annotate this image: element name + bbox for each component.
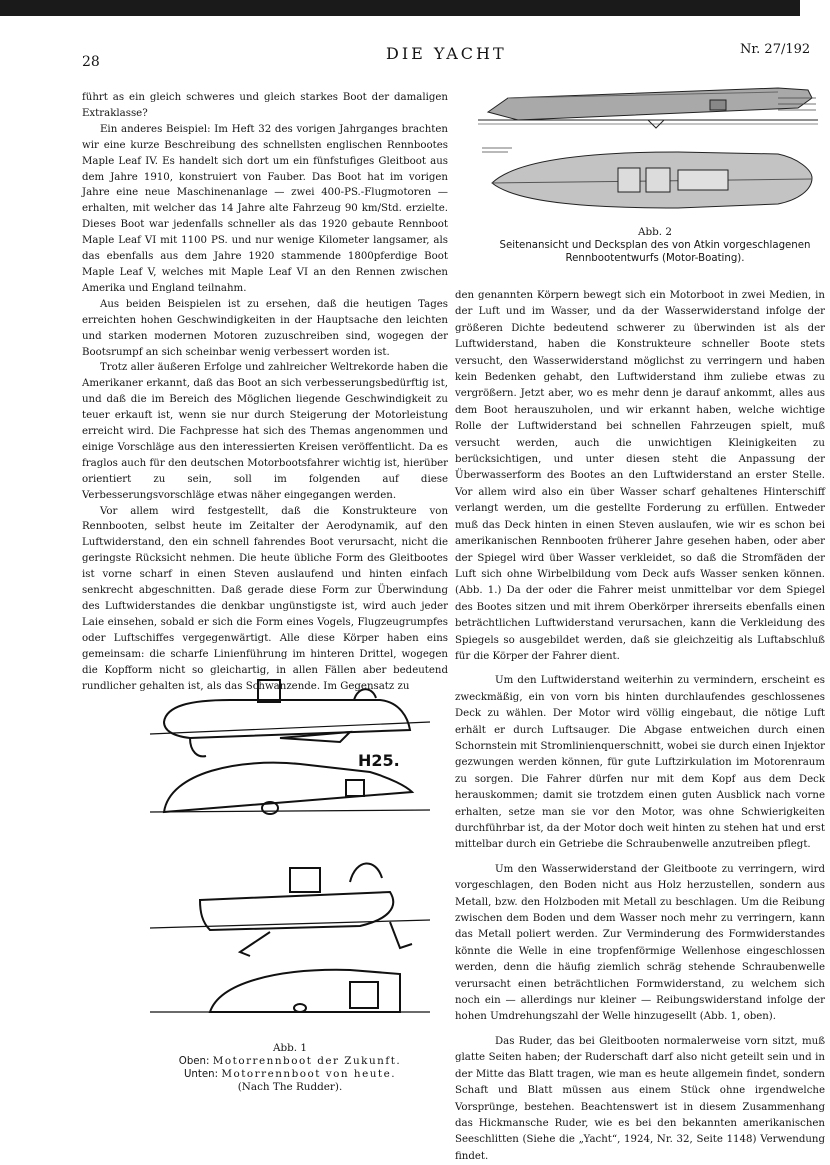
future-boat-side [150, 680, 430, 756]
figure-1-caption [130, 1042, 450, 1094]
figure-2-caption [480, 226, 830, 265]
artist-signature: H25. [358, 751, 400, 770]
paragraph: Aus beiden Beispielen ist zu ersehen, daß die heutigen Tages erreichten hohen Geschwindigkeiten in der Hauptsache den leichten und starken modernen Motoren zuzuschreiben sind, wogegen der Bootsrumpf an sich scheinbar wenig verbessert worden ist. [82, 298, 448, 358]
paragraph: Trotz aller äußeren Erfolge und zahlreicher Weltrekorde haben die Amerikaner erkannt, daß das Boot an sich verbesserungsbedürftig ist, und daß die im Bereich des Möglichen liegende Geschwindigkeit zu teuer erkauft ist, wenn sie nur durch Steigerung der Motorleistung erreicht wird. Die Fachpresse hat sich des Themas angenommen und einige Vorschläge aus den interessierten Kreisen veröffentlicht. Da es fraglos auch für den deutschen Motorbootsfahrer wichtig ist, hierüber orientiert zu sein, soll im folgenden auf diese Verbesserungsvorschläge etwas näher eingegangen werden. [82, 362, 448, 501]
right-column [455, 288, 825, 1165]
paragraph: Um den Luftwiderstand weiterhin zu vermindern, erscheint es zweckmäßig, ein von vorn bis hinten durchlaufendes geschlossenes Deck zu wählen. Der Motor wird völlig eingebaut, die nötige Luft erhält er durch Luftsauger. Die Abgase entweichen durch einen Schornstein mit Stromlinienquerschnitt, wobei sie durch einen Injektor gezwungen werden können, für gute Luftzirkulation im Motorenraum zu sorgen. Die Fahrer dürfen nur mit dem Kopf aus dem Deck herauskommen; damit sie trotzdem einen guten Ausblick nach vorne erhalten, setze man sie vor den Motor, was ohne Schwierigkeiten durchführbar ist, da der Motor doch weit hinten zu stehen hat und erst mittelbar durch ein Getriebe die Schraubenwelle anzutreiben pflegt. [455, 675, 825, 851]
current-boat-side [150, 863, 430, 956]
issue-number: Nr. 27/192 [740, 42, 811, 57]
deck-plan [492, 152, 812, 208]
current-boat-top [150, 970, 430, 1012]
caption-text: Motorrennboot von heute. [221, 1068, 397, 1080]
paragraph: Das Ruder, das bei Gleitbooten normalerweise vorn sitzt, muß glatte Seiten haben; der Ruderschaft darf also nicht geteilt sein und in der Mitte das Blatt tragen, wie man es heute allgemein findet, sondern Schaft und Blatt müssen aus einem Stück ohne irgendwelche Vorsprünge, bestehen. Beachtenswert ist in diesem Zusammenhang das Hickmansche Ruder, wie es bei den bekannten amerikanischen Seeschlitten (Siehe die „Yacht“, 1924, Nr. 32, Seite 1148) Verwendung findet. [455, 1035, 825, 1162]
caption-bold: Unten: [183, 1069, 219, 1080]
side-view [478, 88, 818, 128]
caption-line [130, 1055, 450, 1068]
caption-bold: Oben: [178, 1056, 210, 1067]
caption-label: Abb. 1 [272, 1042, 308, 1054]
paragraph: den genannten Körpern bewegt sich ein Motorboot in zwei Medien, in der Luft und im Wasser, und da der Wasserwiderstand infolge der größeren Dichte bedeutend schwerer zu überwinden ist als der Luftwiderstand, haben die Konstrukteure schneller Boote stets versucht, den Wasserwiderstand möglichst zu verringern und haben kein Bedenken gehabt, den Luftwiderstand ihm zuliebe etwas zu vergrößern. Jetzt aber, wo es mehr denn je darauf ankommt, alles aus dem Boot herauszuholen, und wir erkannt haben, welche wichtige Rolle der Luftwiderstand bei schnellen Fahrzeugen spielt, muß versucht werden, auch die unwichtigen Kleinigkeiten zu berücksichtigen, und unter diesen steht die Anpassung der Überwasserform des Bootes an den Luftwiderstand an erster Stelle. Vor allem wird also ein über Wasser scharf gehaltenes Hinterschiff verlangt werden, um die gestellte Forderung zu erfüllen. Entweder muß das Deck hinten in einen Steven auslaufen, wie wir es schon bei amerikanischen Rennbooten früherer Jahre gesehen haben, oder aber der Spiegel wird über Wasser verkleidet, so daß die Stromfäden der Luft sich ohne Wirbelbildung vom Deck aufs Wasser senken können. (Abb. 1.) Da der oder die Fahrer meist unmittelbar vor dem Spiegel des Bootes sitzen und mit ihrem Oberkörper ihrerseits ebenfalls einen beträchtlichen Luftwiderstand verursachen, kann die Verkleidung des Spiegels so ausgebildet werden, daß sie gleichzeitig als Luftabschluß für die Körper der Fahrer dient. [455, 290, 825, 662]
caption-text: Motorrennboot der Zukunft. [212, 1055, 402, 1067]
magazine-title: DIE YACHT [386, 44, 507, 63]
signature-block [358, 751, 400, 770]
future-boat-top [150, 763, 430, 814]
caption-label: Abb. 2 [637, 226, 673, 238]
caption-line: Rennbootentwurfs (Motor-Boating). [565, 253, 745, 264]
caption-line: Seitenansicht und Decksplan des von Atkin vorgeschlagenen [499, 240, 811, 251]
caption-line: (Nach The Rudder). [237, 1081, 343, 1093]
scan-top-edge [0, 0, 800, 16]
figure-1-drawing [150, 672, 440, 1042]
caption-line [130, 1068, 450, 1081]
paragraph: Vor allem wird festgestellt, daß die Konstrukteure von Rennbooten, selbst heute im Zeitalter der Aerodynamik, auf den Luftwiderstand, den ein schnell fahrendes Boot verursacht, nicht die geringste Rücksicht nehmen. Die heute übliche Form des Gleitbootes ist vorne scharf in einen Steven auslaufend und hinten einfach senkrecht abgeschnitten. Daß gerade diese Form zur Überwindung des Luftwiderstandes die denkbar ungünstigste ist, wird auch jeder Laie einsehen, sobald er sich die Form eines Vogels, Flugzeugrumpfes oder Luftschiffes vergegenwärtigt. Alle diese Körper haben eins gemeinsam: die scharfe Linienführung im hinteren Drittel, wogegen die Kopfform nicht so gleichartig, in allen Fällen aber bedeutend rundlicher gehalten ist, als das Schwanzende. Im Gegensatz zu [82, 505, 448, 692]
paragraph: Um den Wasserwiderstand der Gleitboote zu verringern, wird vorgeschlagen, den Boden nicht aus Holz herzustellen, sondern aus Metall, bzw. den Holzboden mit Metall zu beschlagen. Um die Reibung zwischen dem Boden und dem Wasser noch mehr zu verringern, kann das Metall poliert werden. Zur Verminderung des Formwiderstandes könnte die Welle in eine tropfenförmige Wellenhose eingeschlossen werden, denn die häufig ziemlich schräg stehende Schraubenwelle verursacht einen beträchtlichen Formwiderstand, zu welchem sich noch ein — allerdings nur kleiner — Reibungswiderstand infolge der hohen Umdrehungszahl der Welle hinzugesellt (Abb. 1, oben). [455, 863, 825, 1023]
figure-2-drawing [478, 78, 818, 228]
page-number: 28 [82, 54, 100, 70]
paragraph: führt as ein gleich schweres und gleich starkes Boot der damaligen Extraklasse? [82, 92, 448, 119]
paragraph: Ein anderes Beispiel: Im Heft 32 des vorigen Jahrganges brachten wir eine kurze Beschreibung des schnellsten englischen Rennbootes Maple Leaf IV. Es handelt sich dort um ein fünfstufiges Gleitboot aus dem Jahre 1910, konstruiert von Fauber. Das Boot hat im vorigen Jahre eine neue Maschinenanlage — zwei 400-PS.-Flugmotoren — erhalten, mit welcher das 14 Jahre alte Fahrzeug 90 km/Std. erzielte. Dieses Boot war jedenfalls schneller als das 1920 gebaute Rennboot Maple Leaf VI mit 1100 PS. und nur wenige Kilometer langsamer, als das ebenfalls aus dem Jahre 1920 stammende 1800pferdige Boot Maple Leaf V, welches mit Maple Leaf VI an den Rennen zwischen Amerika und England teilnahm. [82, 123, 448, 294]
left-column [82, 90, 448, 694]
